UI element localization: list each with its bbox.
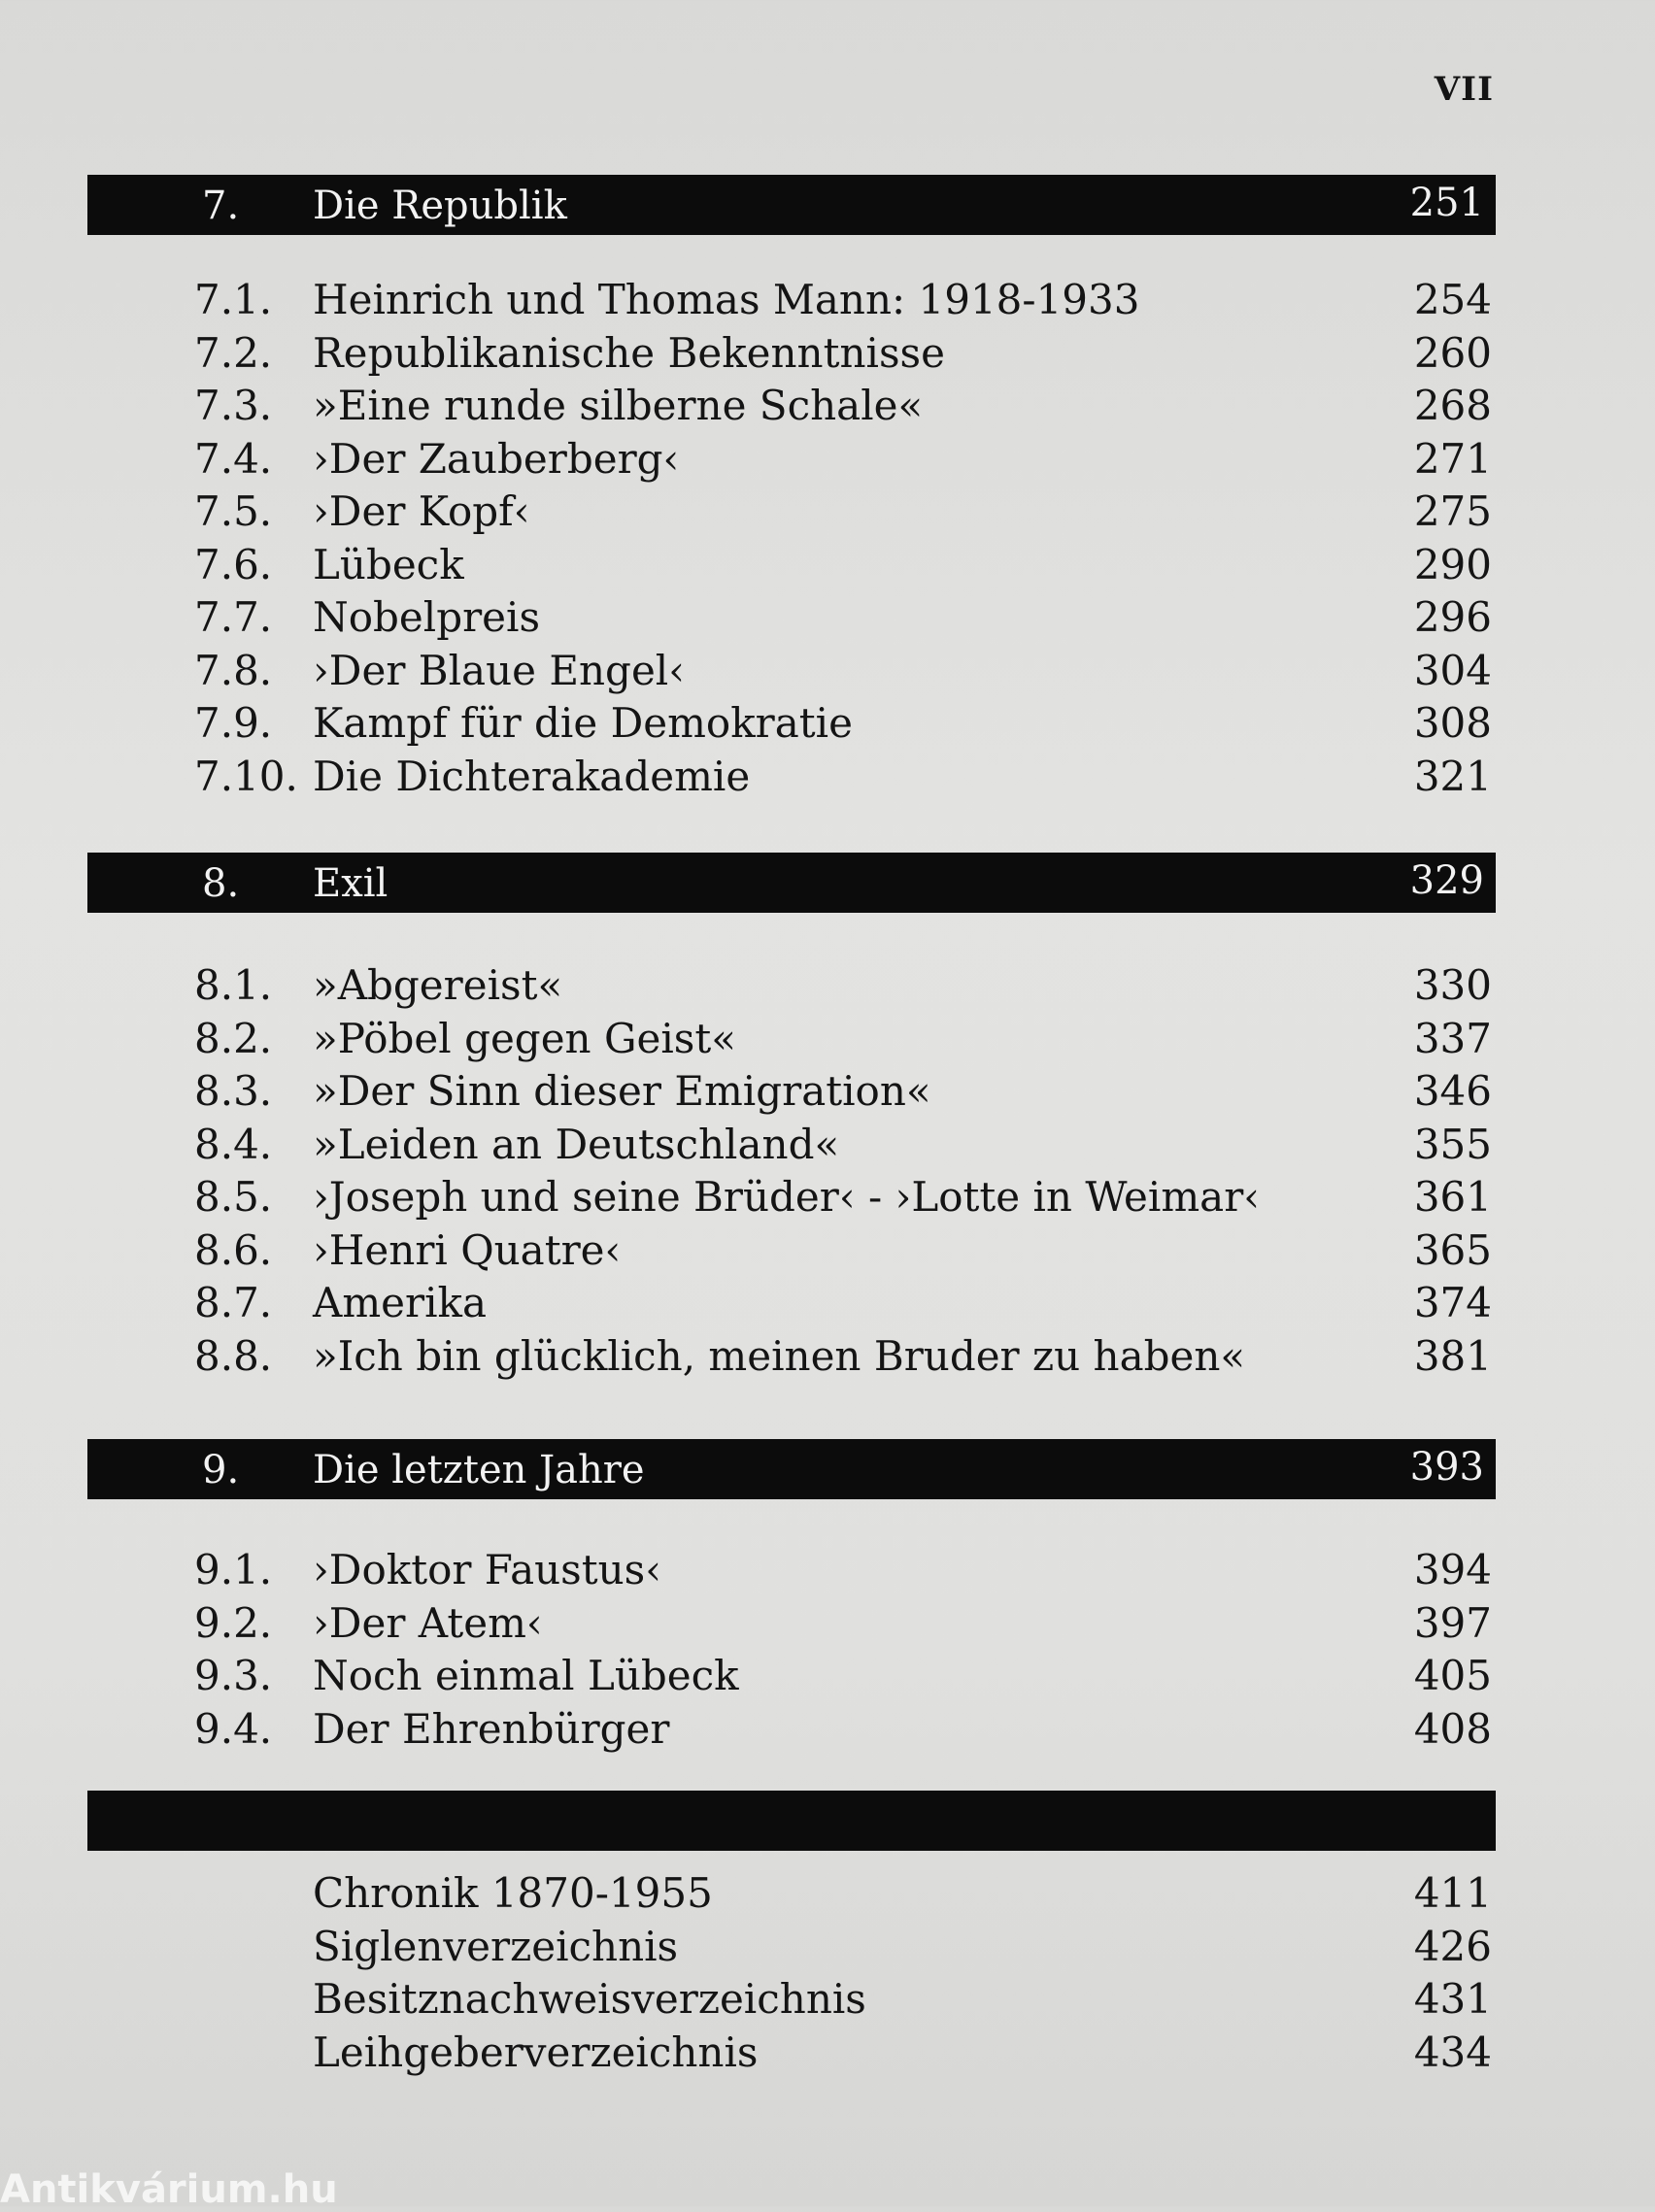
toc-entry bbox=[194, 1705, 1496, 1759]
entry-number: 7.8. bbox=[194, 646, 273, 694]
entry-number: 7.9. bbox=[194, 699, 273, 747]
section-number: 9. bbox=[202, 1448, 240, 1492]
entry-title: Lübeck bbox=[313, 540, 464, 588]
entry-page: 361 bbox=[1413, 1173, 1492, 1221]
toc-entry bbox=[194, 329, 1496, 383]
entry-number: 7.4. bbox=[194, 434, 273, 483]
entry-page: 254 bbox=[1413, 276, 1492, 323]
entry-number: 7.1. bbox=[194, 276, 273, 323]
entry-page: 296 bbox=[1413, 593, 1492, 641]
entry-number: 7.6. bbox=[194, 540, 273, 588]
toc-entry bbox=[194, 276, 1496, 329]
page-number: VII bbox=[1434, 70, 1494, 109]
entry-title: Siglenverzeichnis bbox=[313, 1922, 679, 1970]
entry-page: 397 bbox=[1413, 1598, 1492, 1647]
toc-entry bbox=[194, 1332, 1496, 1386]
section-page: 251 bbox=[1409, 181, 1484, 225]
entry-title: »Der Sinn dieser Emigration« bbox=[313, 1067, 931, 1115]
toc-entry bbox=[194, 1121, 1496, 1174]
section-number: 7. bbox=[202, 184, 240, 228]
toc-entry bbox=[194, 1869, 1496, 1923]
toc-list-section-9 bbox=[194, 1546, 1496, 1758]
entry-number: 8.6. bbox=[194, 1225, 273, 1274]
watermark: Antikvárium.hu bbox=[0, 2167, 338, 2212]
entry-number: 9.3. bbox=[194, 1652, 273, 1699]
toc-entry bbox=[194, 541, 1496, 594]
toc-entry bbox=[194, 487, 1496, 541]
section-header-7 bbox=[87, 175, 1496, 235]
section-number: 8. bbox=[202, 861, 240, 906]
entry-page: 426 bbox=[1413, 1922, 1492, 1970]
entry-page: 394 bbox=[1413, 1546, 1492, 1593]
section-page: 329 bbox=[1409, 858, 1484, 903]
entry-title: »Abgereist« bbox=[313, 961, 563, 1009]
entry-page: 290 bbox=[1413, 540, 1492, 588]
entry-title: ›Der Zauberberg‹ bbox=[313, 434, 680, 483]
entry-title: »Eine runde silberne Schale« bbox=[313, 382, 924, 429]
toc-entry bbox=[194, 1226, 1496, 1280]
toc-list-section-7 bbox=[194, 276, 1496, 805]
entry-page: 321 bbox=[1413, 752, 1492, 800]
entry-title: ›Doktor Faustus‹ bbox=[313, 1546, 662, 1593]
entry-page: 330 bbox=[1413, 961, 1492, 1009]
entry-number: 8.8. bbox=[194, 1331, 273, 1380]
entry-page: 411 bbox=[1413, 1869, 1492, 1917]
toc-entry bbox=[194, 699, 1496, 753]
entry-title: ›Joseph und seine Brüder‹ - ›Lotte in Weimar‹ bbox=[313, 1173, 1261, 1221]
entry-page: 346 bbox=[1413, 1067, 1492, 1115]
entry-title: »Leiden an Deutschland« bbox=[313, 1120, 840, 1168]
toc-entry bbox=[194, 382, 1496, 435]
entry-title: ›Der Atem‹ bbox=[313, 1598, 543, 1647]
entry-title: Besitznachweisverzeichnis bbox=[313, 1975, 866, 2023]
section-title: Die letzten Jahre bbox=[313, 1448, 645, 1492]
toc-entry bbox=[194, 753, 1496, 806]
entry-page: 268 bbox=[1413, 382, 1492, 429]
entry-title: Amerika bbox=[313, 1279, 488, 1326]
toc-entry bbox=[194, 1599, 1496, 1653]
entry-title: Kampf für die Demokratie bbox=[313, 699, 853, 747]
toc-entry bbox=[194, 1546, 1496, 1599]
entry-page: 408 bbox=[1413, 1704, 1492, 1753]
toc-entry bbox=[194, 1279, 1496, 1332]
entry-number: 9.4. bbox=[194, 1704, 273, 1753]
entry-number: 7.10. bbox=[194, 752, 298, 800]
entry-title: Heinrich und Thomas Mann: 1918-1933 bbox=[313, 276, 1140, 323]
section-page: 393 bbox=[1409, 1445, 1484, 1490]
toc-entry bbox=[194, 1173, 1496, 1226]
toc-entry bbox=[194, 1923, 1496, 1976]
toc-entry bbox=[194, 1975, 1496, 2028]
entry-number: 7.3. bbox=[194, 382, 273, 429]
entry-number: 8.5. bbox=[194, 1173, 273, 1221]
section-title: Die Republik bbox=[313, 184, 567, 228]
entry-number: 9.1. bbox=[194, 1546, 273, 1593]
entry-page: 355 bbox=[1413, 1120, 1492, 1168]
entry-number: 9.2. bbox=[194, 1598, 273, 1647]
section-header-9 bbox=[87, 1439, 1496, 1499]
entry-title: ›Der Blaue Engel‹ bbox=[313, 646, 686, 694]
entry-page: 271 bbox=[1413, 434, 1492, 483]
section-title: Exil bbox=[313, 861, 388, 906]
toc-entry bbox=[194, 1652, 1496, 1705]
toc-entry bbox=[194, 2028, 1496, 2082]
entry-page: 275 bbox=[1413, 487, 1492, 535]
toc-list-appendix bbox=[194, 1869, 1496, 2081]
entry-page: 431 bbox=[1413, 1975, 1492, 2023]
entry-page: 434 bbox=[1413, 2028, 1492, 2076]
entry-number: 7.2. bbox=[194, 328, 273, 377]
entry-number: 7.5. bbox=[194, 487, 273, 535]
toc-entry bbox=[194, 1015, 1496, 1068]
entry-title: Leihgeberverzeichnis bbox=[313, 2028, 759, 2076]
section-header-8 bbox=[87, 853, 1496, 913]
entry-number: 7.7. bbox=[194, 593, 273, 641]
appendix-header-bar bbox=[87, 1791, 1496, 1851]
entry-title: ›Henri Quatre‹ bbox=[313, 1225, 622, 1274]
entry-page: 260 bbox=[1413, 328, 1492, 377]
entry-number: 8.2. bbox=[194, 1014, 273, 1062]
entry-title: ›Der Kopf‹ bbox=[313, 487, 530, 535]
toc-entry bbox=[194, 435, 1496, 488]
entry-page: 304 bbox=[1413, 646, 1492, 694]
entry-number: 8.3. bbox=[194, 1067, 273, 1115]
entry-title: »Ich bin glücklich, meinen Bruder zu haben« bbox=[313, 1331, 1246, 1380]
entry-page: 381 bbox=[1413, 1331, 1492, 1380]
entry-page: 337 bbox=[1413, 1014, 1492, 1062]
toc-entry bbox=[194, 961, 1496, 1015]
entry-title: »Pöbel gegen Geist« bbox=[313, 1014, 736, 1062]
entry-title: Republikanische Bekenntnisse bbox=[313, 328, 945, 377]
toc-entry bbox=[194, 1067, 1496, 1121]
entry-title: Chronik 1870-1955 bbox=[313, 1869, 713, 1917]
entry-page: 365 bbox=[1413, 1225, 1492, 1274]
entry-title: Noch einmal Lübeck bbox=[313, 1652, 739, 1699]
entry-page: 405 bbox=[1413, 1652, 1492, 1699]
entry-title: Die Dichterakademie bbox=[313, 752, 751, 800]
entry-title: Nobelpreis bbox=[313, 593, 541, 641]
entry-page: 308 bbox=[1413, 699, 1492, 747]
entry-number: 8.1. bbox=[194, 961, 273, 1009]
entry-number: 8.4. bbox=[194, 1120, 273, 1168]
toc-entry bbox=[194, 593, 1496, 647]
entry-page: 374 bbox=[1413, 1279, 1492, 1326]
entry-number: 8.7. bbox=[194, 1279, 273, 1326]
toc-list-section-8 bbox=[194, 961, 1496, 1385]
entry-title: Der Ehrenbürger bbox=[313, 1704, 670, 1753]
toc-entry bbox=[194, 647, 1496, 700]
